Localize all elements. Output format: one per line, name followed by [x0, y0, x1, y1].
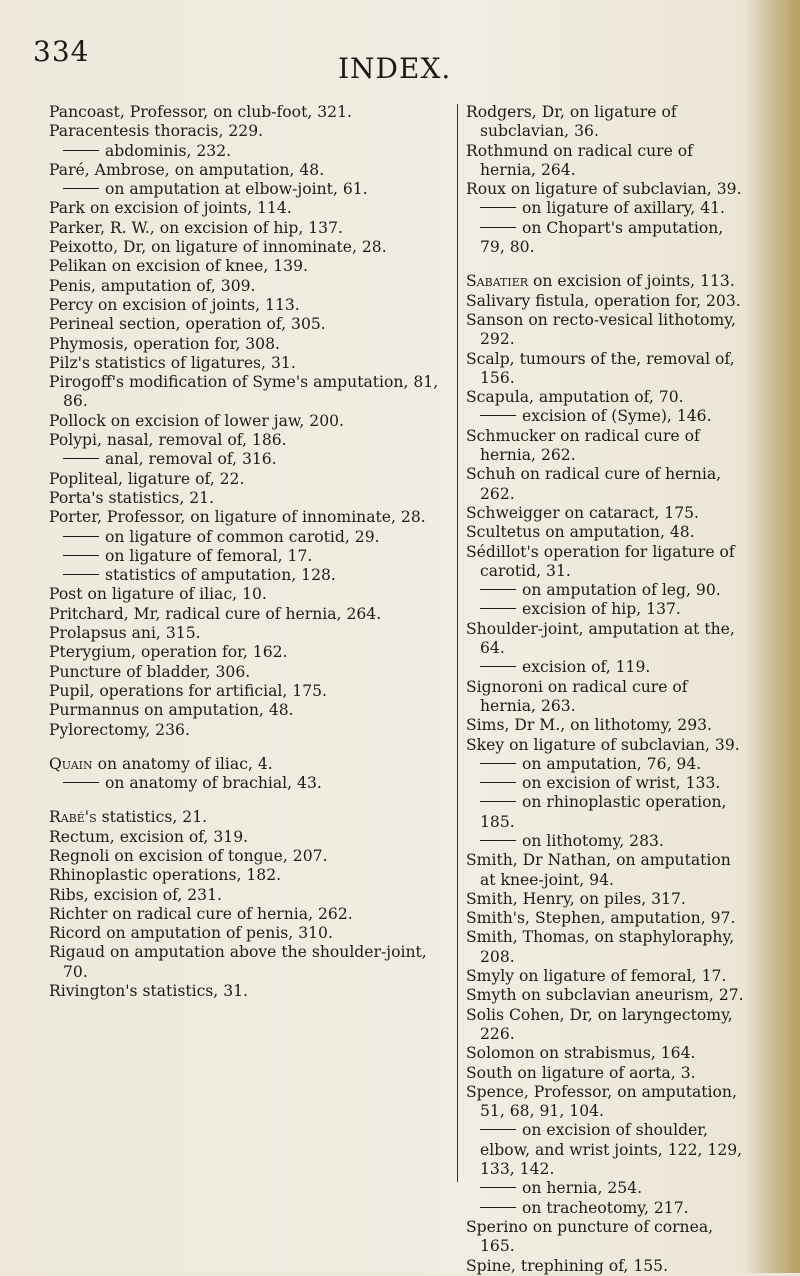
entry-text: South on ligature of aorta, 3. [466, 1063, 696, 1082]
index-subentry [466, 658, 744, 677]
entry-text: Prolapsus ani, 315. [49, 624, 201, 643]
index-subentry [49, 566, 444, 585]
entry-text: on excision of shoulder, elbow, and wrist joints, 122, 129, 133, 142. [480, 1121, 743, 1179]
entry-text: Smyly on ligature of femoral, 17. [466, 967, 727, 986]
index-entry [49, 585, 444, 604]
entry-text: Smyth on subclavian aneurism, 27. [466, 986, 744, 1005]
ditto-dash [480, 1129, 516, 1130]
entry-text: Paracentesis thoracis, 229. [49, 122, 264, 141]
entry-text: anal, removal of, 316. [105, 450, 277, 469]
index-entry [49, 103, 444, 122]
index-entry [466, 427, 744, 466]
index-subentry [466, 219, 744, 258]
index-column-right [466, 103, 744, 1276]
index-entry [49, 866, 444, 885]
entry-text: Polypi, nasal, removal of, 186. [49, 431, 287, 450]
entry-text: on anatomy of iliac, 4. [92, 754, 273, 773]
index-column-left [49, 103, 444, 1001]
entry-text: Ribs, excision of, 231. [49, 885, 222, 904]
section-gap [466, 257, 744, 272]
index-entry [49, 721, 444, 740]
ditto-dash [480, 589, 516, 590]
entry-text: Richter on radical cure of hernia, 262. [49, 904, 353, 923]
entry-text: statistics of amputation, 128. [105, 566, 336, 585]
entry-text: on ligature of femoral, 17. [105, 546, 313, 565]
entry-text: Signoroni on radical cure of hernia, 263. [466, 677, 688, 715]
index-entry [49, 412, 444, 431]
index-entry [466, 851, 744, 890]
running-head: INDEX. [338, 52, 452, 85]
page-number: 334 [33, 35, 90, 68]
entry-text: Regnoli on excision of tongue, 207. [49, 846, 328, 865]
index-subentry [466, 793, 744, 832]
ditto-dash [480, 666, 516, 667]
entry-text: on amputation of leg, 90. [522, 581, 721, 600]
index-subentry [466, 199, 744, 218]
ditto-dash [480, 763, 516, 764]
entry-text: Smith's, Stephen, amputation, 97. [466, 909, 736, 928]
index-subentry [49, 528, 444, 547]
entry-text: Popliteal, ligature of, 22. [49, 469, 245, 488]
index-entry [49, 886, 444, 905]
entry-text: Rivington's statistics, 31. [49, 982, 249, 1001]
entry-text: Scalp, tumours of the, removal of, 156. [466, 349, 735, 387]
index-entry [49, 643, 444, 662]
section-gap [49, 793, 444, 808]
entry-text: Smith, Dr Nathan, on amputation at knee-joint, 94. [466, 851, 731, 889]
entry-text: Solis Cohen, Dr, on laryngectomy, 226. [466, 1005, 733, 1043]
index-subentry [466, 774, 744, 793]
entry-text: excision of, 119. [522, 658, 651, 677]
entry-text: statistics, 21. [96, 808, 208, 827]
entry-text: Parker, R. W., on excision of hip, 137. [49, 218, 343, 237]
index-entry [466, 1044, 744, 1063]
index-subentry [466, 755, 744, 774]
entry-text: Pilz's statistics of ligatures, 31. [49, 353, 296, 372]
entry-text: on anatomy of brachial, 43. [105, 774, 322, 793]
entry-text: Pelikan on excision of knee, 139. [49, 257, 308, 276]
index-entry [466, 311, 744, 350]
index-entry [466, 465, 744, 504]
entry-text: Scultetus on amputation, 48. [466, 523, 695, 542]
entry-text: on ligature of axillary, 41. [522, 199, 725, 218]
ditto-dash [63, 782, 99, 783]
index-subentry [466, 832, 744, 851]
entry-text: Pollock on excision of lower jaw, 200. [49, 411, 345, 430]
index-entry [49, 755, 444, 774]
entry-text: Shoulder-joint, amputation at the, 64. [466, 619, 735, 658]
entry-text: Spine, trephining of, 155. [466, 1256, 669, 1275]
index-entry [49, 238, 444, 257]
entry-text: Pterygium, operation for, 162. [49, 643, 288, 662]
index-entry [466, 1006, 744, 1045]
entry-text: Pritchard, Mr, radical cure of hernia, 264. [49, 604, 382, 623]
entry-text: Schweigger on cataract, 175. [466, 503, 699, 522]
index-entry [466, 890, 744, 909]
index-entry [49, 905, 444, 924]
ditto-dash [63, 188, 99, 189]
index-subentry [466, 1179, 744, 1198]
ditto-dash [63, 536, 99, 537]
entry-text: Rectum, excision of, 319. [49, 827, 249, 846]
entry-text: abdominis, 232. [105, 141, 232, 160]
section-lead-word: Sabatier [466, 272, 529, 291]
entry-text: Ricord on amputation of penis, 310. [49, 924, 333, 943]
index-subentry [49, 142, 444, 161]
ditto-dash [480, 1187, 516, 1188]
entry-text: on hernia, 254. [522, 1179, 643, 1198]
entry-text: Peixotto, Dr, on ligature of innominate, 28. [49, 238, 387, 257]
index-entry [466, 1083, 744, 1122]
index-entry [49, 219, 444, 238]
entry-text: Rigaud on amputation above the shoulder-joint, 70. [49, 943, 427, 981]
index-entry [49, 682, 444, 701]
entry-text: on excision of joints, 113. [528, 272, 735, 291]
index-entry [466, 350, 744, 389]
entry-text: Roux on ligature of subclavian, 39. [466, 180, 742, 199]
ditto-dash [63, 150, 99, 151]
entry-text: on ligature of common carotid, 29. [105, 527, 380, 546]
column-divider [457, 104, 458, 1182]
index-entry [466, 736, 744, 755]
index-entry [466, 504, 744, 523]
entry-text: Rhinoplastic operations, 182. [49, 866, 282, 885]
index-subentry [466, 1121, 744, 1179]
ditto-dash [480, 608, 516, 609]
index-entry [466, 272, 744, 291]
entry-text: Smith, Thomas, on staphyloraphy, 208. [466, 928, 735, 966]
index-entry [49, 470, 444, 489]
index-entry [49, 161, 444, 180]
section-lead-word: Quain [49, 754, 93, 773]
index-entry [49, 943, 444, 982]
entry-text: Paré, Ambrose, on amputation, 48. [49, 160, 325, 179]
ditto-dash [480, 207, 516, 208]
index-entry [466, 1064, 744, 1083]
index-entry [49, 663, 444, 682]
ditto-dash [480, 1207, 516, 1208]
index-subentry [466, 600, 744, 619]
entry-text: Puncture of bladder, 306. [49, 662, 251, 681]
entry-text: Spence, Professor, on amputation, 51, 68, 91, 104. [466, 1082, 737, 1121]
index-entry [466, 967, 744, 986]
index-entry [49, 373, 444, 412]
entry-text: Pancoast, Professor, on club-foot, 321. [49, 103, 352, 121]
ditto-dash [480, 782, 516, 783]
index-subentry [466, 407, 744, 426]
section-gap [49, 740, 444, 755]
entry-text: on rhinoplastic operation, 185. [480, 793, 727, 831]
index-entry [49, 335, 444, 354]
entry-text: excision of hip, 137. [522, 600, 681, 619]
index-entry [466, 180, 744, 199]
index-entry [49, 982, 444, 1001]
entry-text: Pupil, operations for artificial, 175. [49, 681, 328, 700]
index-entry [49, 808, 444, 827]
ditto-dash [480, 227, 516, 228]
index-entry [49, 354, 444, 373]
ditto-dash [480, 415, 516, 416]
index-entry [49, 701, 444, 720]
index-entry [466, 543, 744, 582]
entry-text: Porter, Professor, on ligature of innominate, 28. [49, 508, 426, 527]
index-entry [49, 431, 444, 450]
index-entry [49, 257, 444, 276]
entry-text: Pylorectomy, 236. [49, 720, 190, 739]
index-entry [49, 605, 444, 624]
index-entry [49, 199, 444, 218]
index-entry [466, 716, 744, 735]
index-entry [49, 315, 444, 334]
index-entry [466, 388, 744, 407]
index-entry [466, 292, 744, 311]
entry-text: Skey on ligature of subclavian, 39. [466, 735, 740, 754]
entry-text: Porta's statistics, 21. [49, 488, 215, 507]
section-lead-word: Rabé's [49, 808, 97, 827]
entry-text: Schuh on radical cure of hernia, 262. [466, 465, 722, 503]
index-entry [49, 924, 444, 943]
index-subentry [49, 774, 444, 793]
index-entry [466, 928, 744, 967]
index-entry [466, 986, 744, 1005]
entry-text: Park on excision of joints, 114. [49, 199, 292, 218]
entry-text: Phymosis, operation for, 308. [49, 334, 280, 353]
index-entry [49, 508, 444, 527]
index-entry [466, 909, 744, 928]
index-entry [466, 523, 744, 542]
entry-text: Schmucker on radical cure of hernia, 262. [466, 426, 700, 465]
ditto-dash [63, 555, 99, 556]
entry-text: on excision of wrist, 133. [522, 774, 721, 793]
index-entry [49, 277, 444, 296]
index-entry [466, 103, 744, 142]
entry-text: Purmannus on amputation, 48. [49, 701, 294, 720]
index-entry [49, 847, 444, 866]
ditto-dash [63, 458, 99, 459]
entry-text: on amputation at elbow-joint, 61. [105, 180, 368, 199]
entry-text: Sédillot's operation for ligature of carotid, 31. [466, 542, 735, 580]
index-subentry [49, 180, 444, 199]
entry-text: Solomon on strabismus, 164. [466, 1044, 696, 1063]
entry-text: on amputation, 76, 94. [522, 754, 702, 773]
index-entry [466, 142, 744, 181]
index-subentry [466, 581, 744, 600]
entry-text: Percy on excision of joints, 113. [49, 295, 300, 314]
index-subentry [49, 547, 444, 566]
entry-text: Post on ligature of iliac, 10. [49, 585, 267, 604]
entry-text: Perineal section, operation of, 305. [49, 315, 326, 334]
entry-text: on tracheotomy, 217. [522, 1198, 689, 1217]
index-subentry [466, 1199, 744, 1218]
ditto-dash [480, 801, 516, 802]
index-entry [466, 620, 744, 659]
entry-text: Sperino on puncture of cornea, 165. [466, 1217, 714, 1256]
index-entry [49, 624, 444, 643]
entry-text: Rothmund on radical cure of hernia, 264. [466, 141, 693, 179]
entry-text: Sims, Dr M., on lithotomy, 293. [466, 716, 712, 735]
entry-text: on Chopart's amputation, 79, 80. [480, 218, 724, 257]
entry-text: Smith, Henry, on piles, 317. [466, 889, 686, 908]
entry-text: Rodgers, Dr, on ligature of subclavian, 36. [466, 103, 677, 141]
index-entry [466, 1218, 744, 1257]
ditto-dash [63, 574, 99, 575]
entry-text: on lithotomy, 283. [522, 831, 664, 850]
ditto-dash [480, 840, 516, 841]
index-entry [49, 122, 444, 141]
index-entry [49, 828, 444, 847]
entry-text: Salivary fistula, operation for, 203. [466, 291, 741, 310]
entry-text: Pirogoff's modification of Syme's amputation, 81, 86. [49, 373, 439, 411]
index-entry [466, 678, 744, 717]
entry-text: excision of (Syme), 146. [522, 407, 712, 426]
index-entry [49, 296, 444, 315]
entry-text: Penis, amputation of, 309. [49, 276, 256, 295]
entry-text: Scapula, amputation of, 70. [466, 388, 684, 407]
index-entry [49, 489, 444, 508]
index-subentry [49, 450, 444, 469]
entry-text: Sanson on recto-vesical lithotomy, 292. [466, 310, 736, 349]
